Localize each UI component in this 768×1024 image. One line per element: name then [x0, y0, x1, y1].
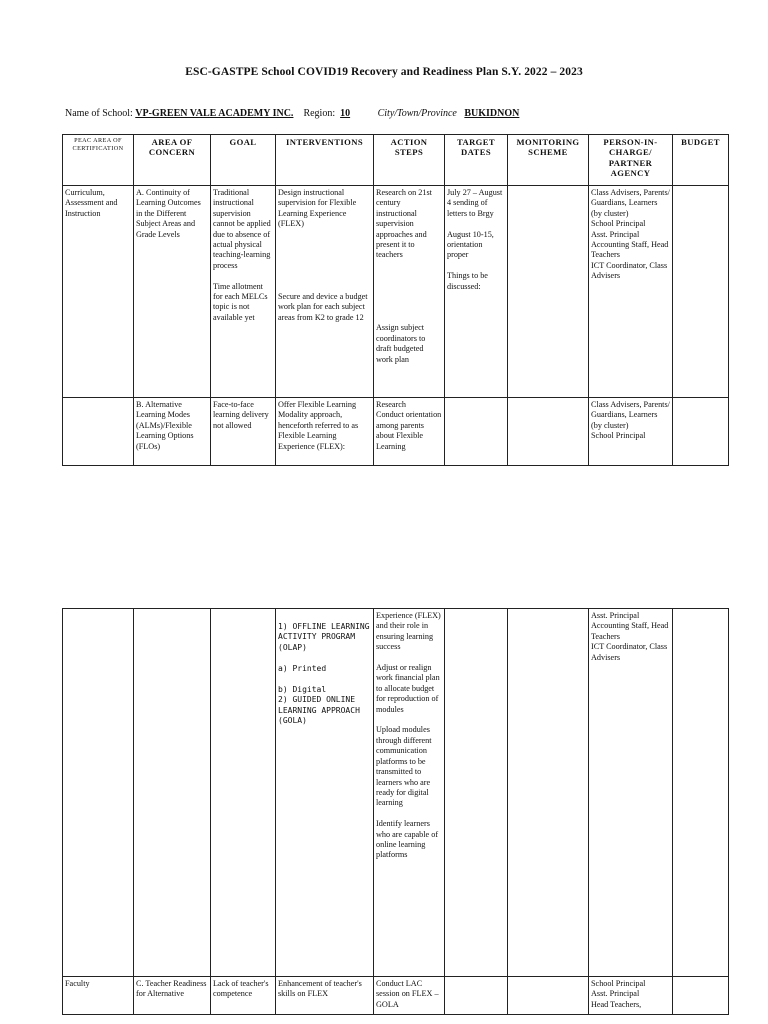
cell-action: Research Conduct orientation among parents about Flexible Learning	[374, 398, 445, 466]
cell-target	[445, 977, 508, 1015]
cell-goal: Traditional instructional supervision cannot be applied due to absence of actual physical teaching-learning process Time allotment for each MELCs topic is not available yet	[211, 186, 276, 398]
table-row	[63, 398, 729, 466]
table-row	[63, 977, 729, 1015]
cell-area	[134, 609, 211, 977]
region-label: Region:	[303, 108, 336, 119]
cell-monitoring	[508, 977, 589, 1015]
document-title: ESC-GASTPE School COVID19 Recovery and Readiness Plan S.Y. 2022 – 2023	[185, 66, 583, 78]
cell-goal: Face-to-face learning delivery not allowed	[211, 398, 276, 466]
cell-target	[445, 398, 508, 466]
school-info-line	[65, 108, 519, 119]
cell-action: Conduct LAC session on FLEX – GOLA	[374, 977, 445, 1015]
cell-peac	[63, 609, 134, 977]
cell-budget	[673, 609, 729, 977]
header-person: PERSON-IN-CHARGE/ PARTNER AGENCY	[589, 135, 673, 186]
cell-goal: Lack of teacher's competence	[211, 977, 276, 1015]
city-label: City/Town/Province	[377, 108, 457, 119]
cell-person: School Principal Asst. Principal Head Teachers,	[589, 977, 673, 1015]
plan-table-page2	[62, 608, 729, 1015]
cell-person: Class Advisers, Parents/ Guardians, Learners (by cluster) School Principal	[589, 398, 673, 466]
cell-budget	[673, 398, 729, 466]
region-value: 10	[340, 108, 351, 119]
cell-budget	[673, 977, 729, 1015]
cell-monitoring	[508, 398, 589, 466]
cell-interventions: 1) OFFLINE LEARNING ACTIVITY PROGRAM (OLAP) a) Printed b) Digital 2) GUIDED ONLINE LEARNING APPROACH (GOLA)	[276, 609, 374, 977]
cell-goal	[211, 609, 276, 977]
header-area: AREA OF CONCERN	[134, 135, 211, 186]
cell-budget	[673, 186, 729, 398]
cell-target	[445, 609, 508, 977]
plan-table-page1	[62, 134, 729, 466]
school-name-value: VP-GREEN VALE ACADEMY INC.	[135, 108, 294, 119]
cell-action: Experience (FLEX) and their role in ensuring learning success Adjust or realign work financial plan to allocate budget for reproduction of modules Upload modules through different communication platforms to be transmitted to learners who are ready for digital learning Identify learners who are capable of online learning platforms	[374, 609, 445, 977]
cell-person: Asst. Principal Accounting Staff, Head Teachers ICT Coordinator, Class Advisers	[589, 609, 673, 977]
header-action: ACTION STEPS	[374, 135, 445, 186]
cell-person: Class Advisers, Parents/ Guardians, Learners (by cluster) School Principal Asst. Principal Accounting Staff, Head Teachers ICT Coordinator, Class Advisers	[589, 186, 673, 398]
header-interventions: INTERVENTIONS	[276, 135, 374, 186]
cell-area: C. Teacher Readiness for Alternative	[134, 977, 211, 1015]
table-row	[63, 186, 729, 398]
header-budget: BUDGET	[673, 135, 729, 186]
header-row	[63, 135, 729, 186]
table-row	[63, 609, 729, 977]
cell-area: A. Continuity of Learning Outcomes in the Different Subject Areas and Grade Levels	[134, 186, 211, 398]
cell-peac: Curriculum, Assessment and Instruction	[63, 186, 134, 398]
cell-interventions: Design instructional supervision for Flexible Learning Experience (FLEX) Secure and device a budget work plan for each subject areas from K2 to grade 12	[276, 186, 374, 398]
cell-interventions: Offer Flexible Learning Modality approach, henceforth referred to as Flexible Learning Experience (FLEX):	[276, 398, 374, 466]
header-target: TARGET DATES	[445, 135, 508, 186]
cell-monitoring	[508, 609, 589, 977]
cell-interventions: Enhancement of teacher's skills on FLEX	[276, 977, 374, 1015]
cell-peac: Faculty	[63, 977, 134, 1015]
cell-peac	[63, 398, 134, 466]
header-goal: GOAL	[211, 135, 276, 186]
school-name-label: Name of School:	[65, 108, 133, 119]
header-monitoring: MONITORING SCHEME	[508, 135, 589, 186]
header-peac: PEAC AREA OF CERTIFICATION	[63, 135, 134, 186]
city-value: BUKIDNON	[464, 108, 520, 119]
cell-area: B. Alternative Learning Modes (ALMs)/Flexible Learning Options (FLOs)	[134, 398, 211, 466]
cell-monitoring	[508, 186, 589, 398]
cell-target: July 27 – August 4 sending of letters to Brgy August 10-15, orientation proper Things to be discussed:	[445, 186, 508, 398]
cell-action: Research on 21st century instructional supervision approaches and present it to teachers Assign subject coordinators to draft budgeted work plan	[374, 186, 445, 398]
